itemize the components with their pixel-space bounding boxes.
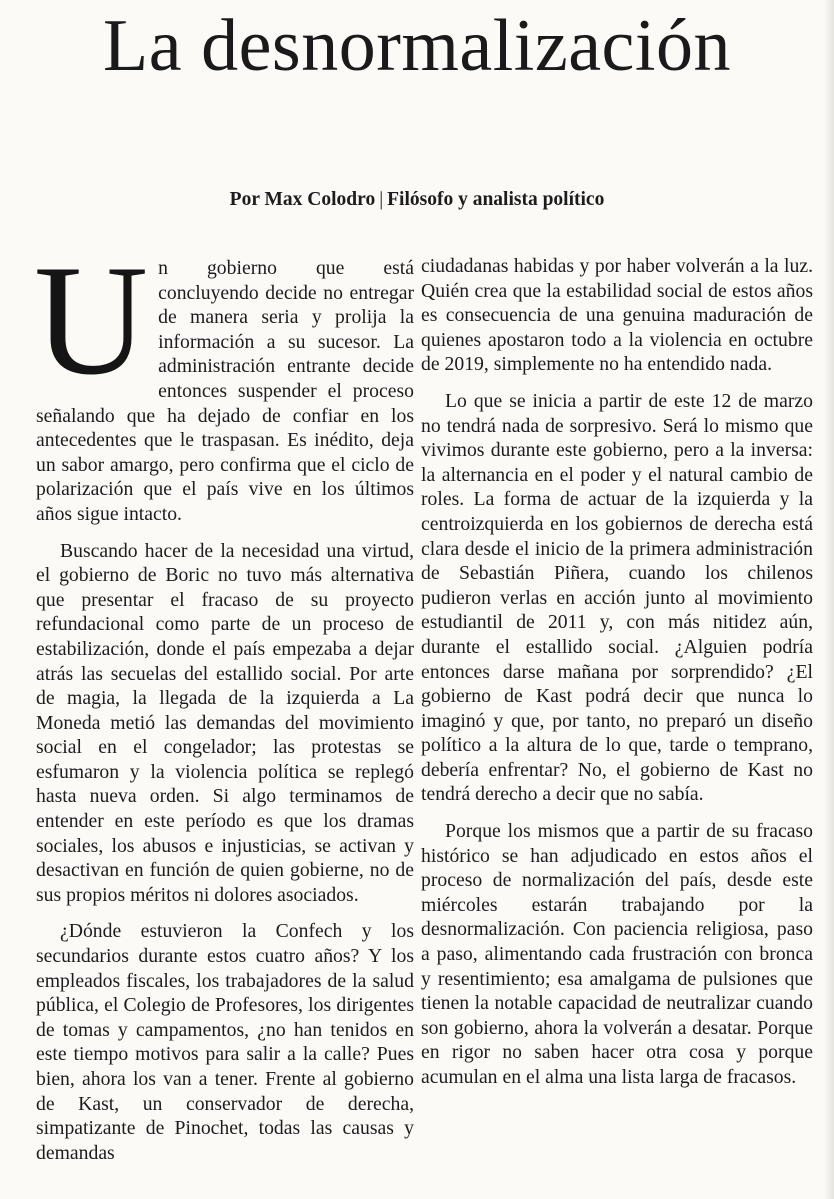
article-paragraph — [34, 233, 414, 527]
article-paragraph: Porque los mismos que a partir de su fracaso histórico se han adjudicado en estos años el proceso de normalización del país, desde este miércoles estarán trabajando por la desnormalización. Con paciencia religiosa, paso a paso, alimentando cada frustración con bronca y resentimiento; esa amalgama de pulsiones que tienen la notable capacidad de neutralizar cuando son gobierno, ahora la volverán a desatar. Porque en rigor no saben hacer otra cosa y porque acumulan en el alma una lista larga de fracasos. — [421, 820, 813, 1088]
article-paragraph: ¿Dónde estuvieron la Confech y los secundarios durante estos cuatro años? Y los empleados fiscales, los trabajadores de la salud pública, el Colegio de Profesores, los dirigentes de tomas y campamentos, ¿no han tenidos en este tiempo motivos para salir a la calle? Pues bien, ahora los van a tener. Frente al gobierno de Kast, un conservador de derecha, simpatizante de Pinochet, todas las causas y demandas — [36, 920, 414, 1164]
byline — [0, 188, 834, 212]
headline: La desnormalización — [103, 5, 731, 87]
drop-cap: U — [34, 233, 149, 408]
author-name: Por Max Colodro — [229, 189, 376, 210]
page-edge-shadow — [824, 0, 834, 1199]
article-column-left — [34, 233, 414, 1177]
article-paragraph: Buscando hacer de la necesidad una virtud, el gobierno de Boric no tuvo más alternativa que presentar el fracaso de su proyecto refundacional como parte de un proceso de estabilización, donde el país empezaba a dejar atrás las secuelas del estallido social. Por arte de magia, la llegada de la izquierda a La Moneda metió las demandas del movimiento social en el congelador; las protestas se esfumaron y la violencia política se replegó hasta nueva orden. Si algo terminamos de entender en este período es que los dramas sociales, los abusos e injusticias, se activan y desactivan en función de quien gobierne, no de sus propios méritos ni dolores asociados. — [36, 539, 414, 906]
paragraph-text: n gobierno que está concluyendo decide no entregar de manera seria y prolija la información a su sucesor. La administración entrante decide entonces suspender el proceso señalando que ha dejado de confiar en los antecedentes que le traspasan. Es inédito, deja un sabor amargo, pero confirma que el ciclo de polarización que el país vive en los últimos años sigue intacto. — [36, 257, 414, 525]
article-column-right — [421, 254, 813, 1102]
article-paragraph: Lo que se inicia a partir de este 12 de marzo no tendrá nada de sorpresivo. Será lo mismo que vivimos durante este gobierno, pero a la inversa: la alternancia en el poder y el natural cambio de roles. La forma de actuar de la izquierda y la centroizquierda en los gobiernos de derecha está clara desde el inicio de la primera administración de Sebastián Piñera, cuando los chilenos pudieron verlas en acción junto al movimiento estudiantil de 2011 y, con más nitidez aún, durante el estallido social. ¿Alguien podría entonces darse mañana por sorprendido? ¿El gobierno de Kast podrá decir que nunca lo imaginó y que, por tanto, no preparó un diseño político a la altura de lo que, tarde o temprano, debería enfrentar? No, el gobierno de Kast no tendrá derecho a decir que no sabía. — [421, 389, 813, 806]
author-role: Filósofo y analista político — [387, 189, 605, 210]
byline-separator: | — [379, 189, 384, 210]
article-paragraph: ciudadanas habidas y por haber volverán a la luz. Quién crea que la estabilidad social de estos años es consecuencia de una genuina maduración de quienes apostaron todo a la violencia en octubre de 2019, simplemente no ha entendido nada. — [421, 255, 813, 376]
